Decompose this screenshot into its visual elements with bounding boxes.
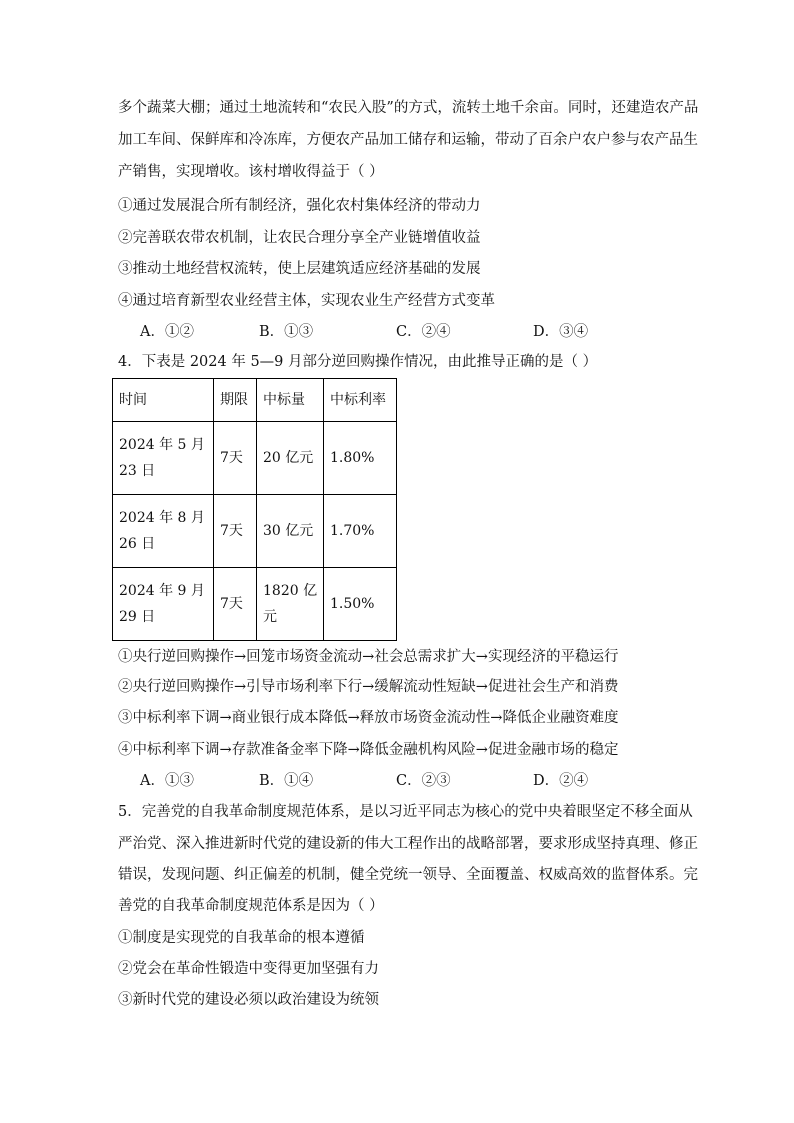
- table-cell-term: 7天: [214, 495, 257, 568]
- table-cell-term: 7天: [214, 422, 257, 495]
- q3-statement-1: ①通过发展混合所有制经济，强化农村集体经济的带动力: [118, 198, 481, 214]
- table-cell-date: 2024 年 8 月 26 日: [113, 495, 214, 568]
- q4-option-a[interactable]: A．①③: [140, 773, 194, 789]
- q5-stem-line-4: 善党的自我革命制度规范体系是因为（ ）: [118, 898, 384, 914]
- q3-statement-2: ②完善联农带农机制，让农民合理分享全产业链增值收益: [118, 230, 481, 246]
- q3-statement-4: ④通过培育新型农业经营主体，实现农业生产经营方式变革: [118, 293, 495, 309]
- table-header-cell: 时间: [113, 379, 214, 422]
- q5-stem-line-2: 严治党、深入推进新时代党的建设新的伟大工程作出的战略部署，要求形成坚持真理、修正: [118, 836, 698, 852]
- q4-statement-1: ①央行逆回购操作→回笼市场资金流动→社会总需求扩大→实现经济的平稳运行: [118, 649, 619, 665]
- repo-operations-table: [112, 378, 397, 641]
- q4-statement-4: ④中标利率下调→存款准备金率下降→降低金融机构风险→促进金融市场的稳定: [118, 742, 619, 758]
- q5-statement-1: ①制度是实现党的自我革命的根本遵循: [118, 930, 365, 946]
- table-header-cell: 中标利率: [324, 379, 397, 422]
- q4-option-c[interactable]: C．②③: [396, 773, 451, 789]
- q3-stem-line-3: 产销售，实现增收。该村增收得益于（ ）: [118, 164, 384, 180]
- q4-statement-2: ②央行逆回购操作→引导市场利率下行→缓解流动性短缺→促进社会生产和消费: [118, 679, 619, 695]
- q4-statement-3: ③中标利率下调→商业银行成本降低→释放市场资金流动性→降低企业融资难度: [118, 710, 619, 726]
- table-cell-amount: 1820 亿 元: [257, 568, 324, 641]
- table-cell-rate: 1.80%: [324, 422, 397, 495]
- q4-stem: 4．下表是 2024 年 5—9 月部分逆回购操作情况，由此推导正确的是（ ）: [118, 354, 598, 370]
- q3-stem-line-2: 加工车间、保鲜库和冷冻库，方便农产品加工储存和运输，带动了百余户农户参与农产品生: [118, 132, 698, 148]
- q5-stem-line-1: 5．完善党的自我革命制度规范体系，是以习近平同志为核心的党中央着眼坚定不移全面从: [118, 804, 693, 820]
- q3-statement-3: ③推动土地经营权流转，使上层建筑适应经济基础的发展: [118, 261, 481, 277]
- q3-option-d[interactable]: D．③④: [533, 324, 589, 340]
- table-cell-term: 7天: [214, 568, 257, 641]
- table-cell-date: 2024 年 5 月 23 日: [113, 422, 214, 495]
- table-header-cell: 期限: [214, 379, 257, 422]
- table-cell-rate: 1.50%: [324, 568, 397, 641]
- q3-stem-line-1: 多个蔬菜大棚；通过土地流转和“农民入股”的方式，流转土地千余亩。同时，还建造农产品: [118, 100, 699, 116]
- table-cell-date: 2024 年 9 月 29 日: [113, 568, 214, 641]
- q5-statement-3: ③新时代党的建设必须以政治建设为统领: [118, 992, 379, 1008]
- table-row: [113, 568, 397, 641]
- table-row: [113, 422, 397, 495]
- q4-option-d[interactable]: D．②④: [533, 773, 589, 789]
- q3-option-b[interactable]: B．①③: [259, 324, 314, 340]
- table-cell-amount: 30 亿元: [257, 495, 324, 568]
- table-cell-amount: 20 亿元: [257, 422, 324, 495]
- q3-option-a[interactable]: A．①②: [140, 324, 194, 340]
- table-header-cell: 中标量: [257, 379, 324, 422]
- q4-option-b[interactable]: B．①④: [259, 773, 314, 789]
- q5-stem-line-3: 错误，发现问题、纠正偏差的机制，健全党统一领导、全面覆盖、权威高效的监督体系。完: [118, 867, 698, 883]
- table-cell-rate: 1.70%: [324, 495, 397, 568]
- q3-option-c[interactable]: C．②④: [396, 324, 451, 340]
- table-row: [113, 495, 397, 568]
- q5-statement-2: ②党会在革命性锻造中变得更加坚强有力: [118, 961, 379, 977]
- table-header-row: [113, 379, 397, 422]
